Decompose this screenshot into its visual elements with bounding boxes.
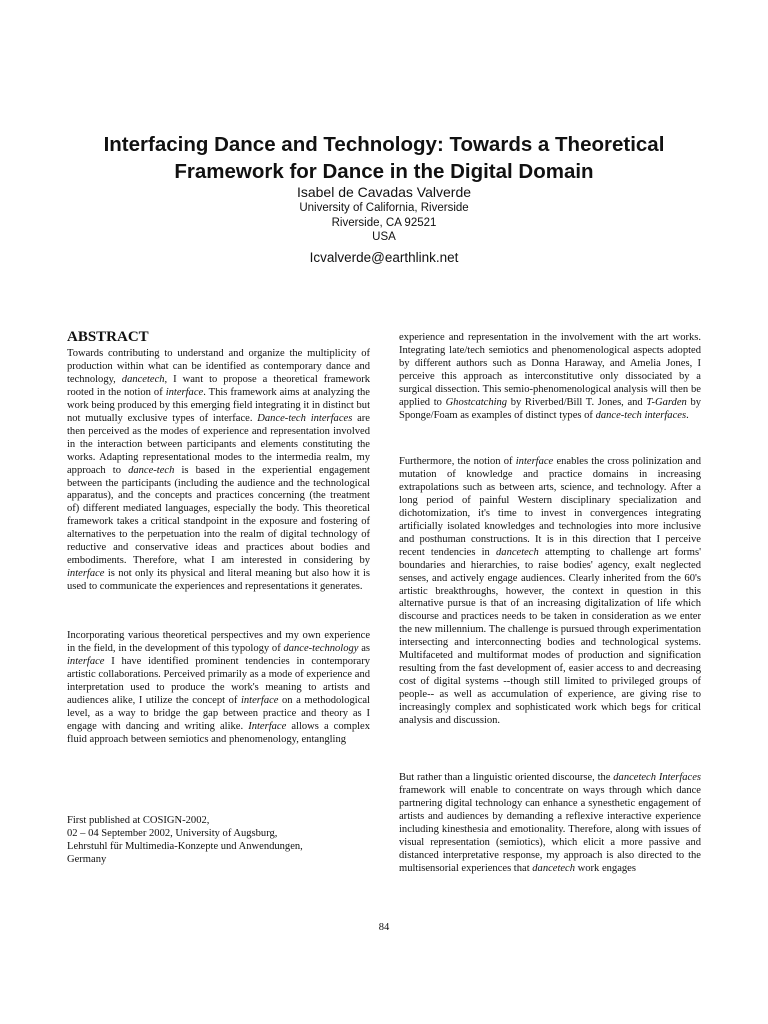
emphasized-term: interface bbox=[67, 655, 105, 667]
emphasized-term: interface bbox=[165, 386, 204, 398]
abstract-paragraph-1 bbox=[67, 348, 370, 594]
right-paragraph-2 bbox=[399, 456, 701, 728]
paragraph-text: Furthermore, the notion of interface enables the cross polinization and mutation of knowledge and practice domains in increasing extrapolations such as between arts, science, and technology. After a long period of painful Western disciplinary specialization and dichotomization, it's time to invest in convergences integrating artificially isolated knowledges and technologies into more inclusive and posthuman constructions. It is in this direction that I perceive recent tendencies in dancetech attempting to challenge art forms' boundaries and hierarchies, to raise bodies' agency, exalt neglected senses, and actively engage audiences. Clearly inherited from the 60's artistic breakthroughs, however, the context in question in this alternative pursue is that of an increasing digitalization of life which discourse and practices needs to be taken in consideration as we enter the new millennium. The challenge is pursued through experimentation intersecting and interconnecting bodies and technological systems. Multifaceted and multiformat modes of production and signification resulting from the fast development of, easier access to and decreasing cost of digital systems --though still limited to privileged groups of people-- as well as accumulation of experience, are giving rise to increasingly complex and sophisticated work which begs for critical analysis and discussion. bbox=[399, 456, 702, 727]
publication-note bbox=[67, 815, 367, 867]
author-name: Isabel de Cavadas Valverde bbox=[296, 184, 472, 200]
emphasized-term: dancetech bbox=[532, 862, 576, 874]
emphasized-term: dancetech Interfaces bbox=[613, 772, 701, 783]
emphasized-term: interface bbox=[515, 456, 554, 467]
emphasized-term: T-Garden bbox=[646, 396, 687, 408]
emphasized-term: Ghostcatching bbox=[445, 396, 508, 408]
paragraph-text: Incorporating various theoretical perspectives and my own experience in the field, in the development of this typology of dance-technology as interface I have identified prominent tendencies in contemporary artistic collaborations. Perceived primarily as a mode of experience and interpretation used to produce the work's meaning to artists and audiences alike, I utilize the concept of interface on a methodological level, as a way to bridge the gap between practice and theory as I engage with dancing and writing alike. Interface allows a complex fluid approach between semiotics and phenomenology, entangling bbox=[67, 630, 370, 745]
publication-note-line: Germany bbox=[67, 853, 107, 865]
emphasized-term: dancetech bbox=[496, 546, 539, 558]
emphasized-term: interface bbox=[67, 568, 105, 580]
paragraph-text: But rather than a linguistic oriented discourse, the dancetech Interfaces framework will enable to concentrate on ways through which dance partnering digital technology can enhance a synesthetic engagement of artists and audiences by demanding a reflexive interactive experience including kinesthesia and emotionality. Therefore, along with issues of visual representation (semiotics), which elicit a more passive and distanced interpretative response, my approach is also directed to the multisensorial experiences that dancetech work engages bbox=[399, 772, 701, 874]
abstract-heading: ABSTRACT bbox=[67, 329, 149, 345]
paragraph-text: experience and representation in the involvement with the art works. Integrating late/tech semiotics and phenomenological aspects adopted by different authors such as Donna Haraway, and Amelia Jones, I perceive this approach as interconstitutive only dissociated by a surgical dissection. This semio-phenomenological analysis will then be applied to Ghostcatching by Riverbed/Bill T. Jones, and T-Garden by Sponge/Foam as examples of distinct types of dance-tech interfaces. bbox=[399, 332, 701, 421]
emphasized-term: Interface bbox=[248, 720, 287, 732]
affiliation-country: USA bbox=[372, 231, 396, 243]
paragraph-text: Towards contributing to understand and organize the multiplicity of production within what can be identified as contemporary dance and technology, dancetech, I want to propose a theoretical framework rooted in the notion of interface. This framework aims at analyzing the work being produced by this emerging field integrating it in distinct but not mutually exclusive types of interface. Dance-tech interfaces are then perceived as the modes of experience and representation involved in the interaction between participants and elements constituting the works. Adapting representational modes to the intermedia realm, my approach to dance-tech is based in the experiential engagement between the participants (including the audience and the technological apparatus), and the concepts and practices concerning (the treatment of) different mediated languages, especially the body. This theoretical framework takes a critical standpoint in the exposure and fostering of alternatives to the perpetuation into the realm of digital technology of reductive and conservative ideas and practices about bodies and embodiments. Therefore, what I am interested in considering by interface is not only its physical and literal meaning but also how it is used to communicate the experiences and representations it generates. bbox=[67, 348, 371, 593]
right-paragraph-3 bbox=[399, 772, 701, 876]
page-number: 84 bbox=[378, 922, 390, 933]
paper-title-line-1: Interfacing Dance and Technology: Towards a Theoretical bbox=[103, 133, 665, 156]
abstract-paragraph-2 bbox=[67, 630, 370, 747]
right-paragraph-1 bbox=[399, 332, 701, 423]
affiliation-university: University of California, Riverside bbox=[299, 202, 469, 214]
emphasized-term: dance-tech bbox=[128, 464, 175, 476]
emphasized-term: dance-technology bbox=[283, 642, 359, 654]
publication-note-line: Lehrstuhl für Multimedia-Konzepte und Anwendungen, bbox=[67, 840, 303, 852]
paper-title-line-2: Framework for Dance in the Digital Domain bbox=[174, 160, 594, 183]
affiliation-city: Riverside, CA 92521 bbox=[331, 217, 437, 229]
publication-note-line: 02 – 04 September 2002, University of Augsburg, bbox=[67, 827, 278, 839]
emphasized-term: interface bbox=[240, 694, 279, 706]
publication-note-line: First published at COSIGN-2002, bbox=[67, 815, 210, 826]
emphasized-term: Dance-tech interfaces bbox=[257, 412, 353, 424]
author-email: Icvalverde@earthlink.net bbox=[309, 250, 459, 265]
emphasized-term: dance-tech interfaces bbox=[595, 409, 687, 421]
emphasized-term: dancetech bbox=[121, 373, 165, 385]
